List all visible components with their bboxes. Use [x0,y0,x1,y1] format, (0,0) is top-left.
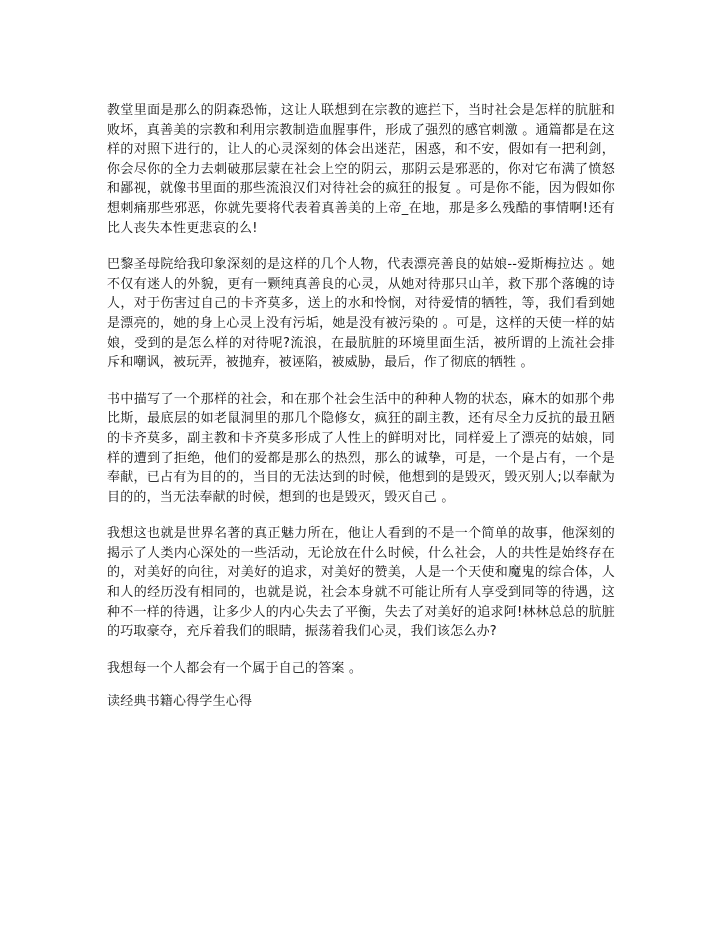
document-page [107,101,615,712]
paragraph-cathedral: 教堂里面是那么的阴森恐怖，这让人联想到在宗教的遮拦下，当时社会是怎样的肮脏和败坏，真善美的宗教和利用宗教制造血腥事件，形成了强烈的感官刺激 。通篇都是在这样的对照下进行的，让人的心灵深刻的体会出迷茫，困惑，和不安，假如有一把利剑，你会尽你的全力去刺破那层蒙在社会上空的阴云，那阴云是邪恶的，你对它布满了愤怒和鄙视，就像书里面的那些流浪汉们对待社会的疯狂的报复 。可是你不能，因为假如你想刺痛那些邪恶，你就先要将代表着真善美的上帝_在地，那是多么残酷的事情啊!还有比人丧失本性更悲哀的么! [107,103,615,236]
paragraph-answer: 我想每一个人都会有一个属于自己的答案 。 [107,660,363,676]
paragraph-masterpiece: 我想这也就是世界名著的真正魅力所在，他让人看到的不是一个简单的故事，他深刻的揭示了人类内心深处的一些活动，无论放在什么时候，什么社会，人的共性是始终存在的，对美好的向往，对美好的追求，对美好的赞美，人是一个天使和魔鬼的综合体，人和人的经历没有相同的，也就是说，社会本身就不可能让所有人享受到同等的待遇，这种不一样的待遇，让多少人的内心失去了平衡，失去了对美好的追求阿!林林总总的肮脏的巧取豪夺，充斥着我们的眼睛，振荡着我们心灵，我们该怎么办? [107,526,615,640]
section-title: 读经典书籍心得学生心得 [107,694,253,710]
paragraph-society: 书中描写了一个那样的社会，和在那个社会生活中的种种人物的状态，麻木的如那个弗比斯，最底层的如老鼠洞里的那几个隐修女，疯狂的副主教，还有尽全力反抗的最丑陋的卡齐莫多，副主教和卡齐莫多形成了人性上的鲜明对比，同样爱上了漂亮的姑娘，同样的遭到了拒绝，他们的爱都是那么的热烈，那么的诚挚，可是，一个是占有，一个是奉献，已占有为目的的，当目的无法达到的时候，他想到的是毁灭，毁灭别人;以奉献为目的的，当无法奉献的时候，想到的也是毁灭，毁灭自己 。 [107,391,615,505]
paragraph-esmeralda: 巴黎圣母院给我印象深刻的是这样的几个人物，代表漂亮善良的姑娘--爱斯梅拉达 。她不仅有迷人的外貌，更有一颗纯真善良的心灵，从她对待那只山羊，救下那个落魄的诗人，对于伤害过自己的卡齐莫多，送上的水和怜悯，对待爱情的牺牲，等，我们看到她是漂亮的，她的身上心灵上没有污垢，她是没有被污染的 。可是，这样的天使一样的姑娘，受到的是怎么样的对待呢?流浪，在最肮脏的环境里面生活，被所谓的上流社会排斥和嘲讽，被玩弄，被抛弃，被诬陷，被威胁，最后，作了彻底的牺牲 。 [107,257,615,371]
